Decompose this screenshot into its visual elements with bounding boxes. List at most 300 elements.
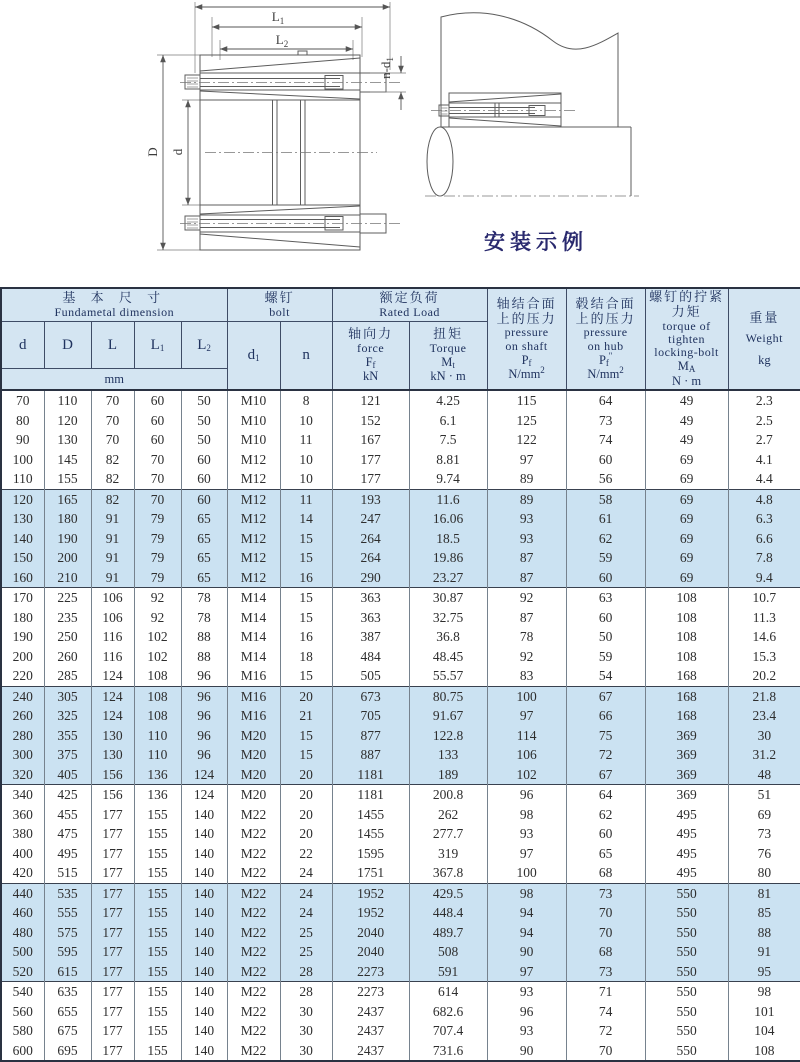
cell: 495	[645, 844, 728, 864]
cell: 15.3	[728, 647, 800, 667]
cell: M12	[227, 529, 280, 549]
cell: 108	[645, 627, 728, 647]
cell: 155	[134, 844, 181, 864]
table-row	[1, 765, 800, 785]
cell: 125	[487, 411, 566, 431]
cell: 300	[1, 745, 44, 765]
cell: M20	[227, 726, 280, 746]
table-row	[1, 726, 800, 746]
cell: 88	[181, 627, 227, 647]
cell: 1181	[332, 785, 409, 805]
cell: 30	[280, 1041, 332, 1062]
cell: 106	[91, 608, 134, 628]
table-row	[1, 785, 800, 805]
header-col-L: L	[91, 321, 134, 369]
cell: 49	[645, 430, 728, 450]
cell: 91	[91, 529, 134, 549]
cell: 30	[728, 726, 800, 746]
cell: 59	[566, 548, 645, 568]
cell: 655	[44, 1002, 91, 1022]
cell: 264	[332, 529, 409, 549]
cell: 1952	[332, 903, 409, 923]
cell: 8	[280, 390, 332, 411]
cell: 1952	[332, 883, 409, 903]
table-row	[1, 450, 800, 470]
cell: 101	[728, 1002, 800, 1022]
cell: 70	[566, 903, 645, 923]
cell: 130	[1, 509, 44, 529]
cell: 369	[645, 785, 728, 805]
header-basic-dimension: 基 本 尺 寸 Fundametal dimension	[1, 288, 227, 321]
cell: 540	[1, 982, 44, 1002]
cell: 285	[44, 666, 91, 686]
cell: 65	[566, 844, 645, 864]
cell: 106	[91, 588, 134, 608]
cell: 319	[409, 844, 487, 864]
cell: 50	[566, 627, 645, 647]
cell: 60	[134, 430, 181, 450]
header-col-n: n	[280, 321, 332, 390]
cell: 155	[134, 942, 181, 962]
cell: M22	[227, 923, 280, 943]
cell: 60	[566, 450, 645, 470]
cell: 30	[280, 1002, 332, 1022]
cell: 550	[645, 942, 728, 962]
cell: 50	[181, 411, 227, 431]
dim-label-inner-diameter: d	[170, 148, 185, 156]
table-row	[1, 824, 800, 844]
cell: 74	[566, 430, 645, 450]
cell: 595	[44, 942, 91, 962]
cell: 177	[91, 805, 134, 825]
cell: 69	[645, 509, 728, 529]
cell: 375	[44, 745, 91, 765]
header-col-L2: $L_2$	[181, 321, 227, 369]
cell: 108	[645, 608, 728, 628]
cell: 23.27	[409, 568, 487, 588]
cell: 180	[12, 609, 33, 625]
cell: 60	[566, 824, 645, 844]
cell: 177	[91, 1002, 134, 1022]
cell: 887	[332, 745, 409, 765]
cell: 80.75	[409, 686, 487, 706]
cell: M22	[227, 903, 280, 923]
cell: 124	[91, 706, 134, 726]
cell: 877	[332, 726, 409, 746]
cell: 16.06	[409, 509, 487, 529]
cell: 11	[280, 489, 332, 509]
cell: 85	[728, 903, 800, 923]
cell: 78	[487, 627, 566, 647]
dim-label-nd1: $n-d_1$	[378, 57, 395, 79]
cell: 440	[1, 883, 44, 903]
cell: 363	[332, 608, 409, 628]
cell: M12	[227, 509, 280, 529]
table-row	[1, 982, 800, 1002]
locking-bolt-bottom	[180, 214, 400, 233]
header-unit-mm: mm	[1, 369, 227, 391]
cell: M22	[227, 1021, 280, 1041]
cell: 48	[728, 765, 800, 785]
cell: 130	[91, 726, 134, 746]
dim-label-l1: $L_1$	[271, 9, 285, 26]
cell: 83	[487, 666, 566, 686]
cell: 15	[280, 726, 332, 746]
cell: M12	[227, 548, 280, 568]
cell: 16	[280, 627, 332, 647]
cell: M10	[227, 411, 280, 431]
cell: 140	[181, 923, 227, 943]
cell: M14	[227, 608, 280, 628]
table-row	[1, 588, 800, 608]
table-row	[1, 666, 800, 686]
installation-example-drawing	[425, 5, 800, 250]
cell: 550	[645, 962, 728, 982]
header-pressure-on-shaft: 轴结合面 上的压力 pressure on shaft $P_f$ $N/mm^2$	[487, 288, 566, 390]
cell: 155	[134, 903, 181, 923]
cell: 140	[1, 529, 44, 549]
cell: 98	[487, 805, 566, 825]
cell: 21.8	[728, 686, 800, 706]
cell: 80	[16, 412, 30, 428]
table-row	[1, 942, 800, 962]
cell: M14	[227, 647, 280, 667]
cell: 155	[134, 923, 181, 943]
cell: 73	[566, 962, 645, 982]
cell: 168	[645, 686, 728, 706]
cell: M20	[227, 785, 280, 805]
cell: 550	[645, 923, 728, 943]
cell: 14	[280, 509, 332, 529]
cell: 550	[645, 1021, 728, 1041]
cell: 70	[134, 489, 181, 509]
cell: 177	[91, 844, 134, 864]
cell: 24	[280, 903, 332, 923]
cell: 97	[487, 706, 566, 726]
cell: 120	[1, 489, 44, 509]
cell: 20	[280, 785, 332, 805]
cell: 23.4	[728, 706, 800, 726]
cell: 21	[280, 706, 332, 726]
cell: 96	[181, 686, 227, 706]
cell: 136	[134, 765, 181, 785]
cell: 18	[280, 647, 332, 667]
cell: 87	[487, 568, 566, 588]
cell: 15	[280, 608, 332, 628]
cell: 91	[91, 568, 134, 588]
cell: 65	[181, 529, 227, 549]
cell: 731.6	[409, 1041, 487, 1062]
cell: 30.87	[409, 588, 487, 608]
cell: 51	[728, 785, 800, 805]
cell: 91	[728, 942, 800, 962]
cell: 98	[487, 883, 566, 903]
cell: 24	[280, 863, 332, 883]
cell: 2.7	[728, 430, 800, 450]
cell: 18.5	[409, 529, 487, 549]
cell: 177	[332, 450, 409, 470]
header-col-torque: 扭矩 Torque $M_t$ kN · m	[409, 321, 487, 390]
dim-label-l2: $L_2$	[275, 32, 289, 49]
header-pressure-on-hub: 毂结合面 上的压力 pressure on hub $P_f''$ $N/mm^2$	[566, 288, 645, 390]
cell: 64	[566, 785, 645, 805]
cell: M10	[227, 430, 280, 450]
table-header	[1, 288, 800, 390]
cell: 94	[487, 923, 566, 943]
cell: 79	[134, 568, 181, 588]
cell: 189	[409, 765, 487, 785]
cell: 93	[487, 982, 566, 1002]
cell: 1455	[332, 805, 409, 825]
cell: 75	[566, 726, 645, 746]
cell: 264	[332, 548, 409, 568]
cell: 73	[566, 411, 645, 431]
cell: 7.8	[728, 548, 800, 568]
table-row	[1, 390, 800, 411]
cell: 550	[645, 1002, 728, 1022]
cell: 50	[181, 430, 227, 450]
cell: 24	[280, 883, 332, 903]
cell: 108	[134, 706, 181, 726]
table-row	[1, 883, 800, 903]
cell: 508	[409, 942, 487, 962]
cell: 355	[44, 726, 91, 746]
cell: 4.1	[728, 450, 800, 470]
cell: 177	[91, 982, 134, 1002]
cell: 108	[645, 588, 728, 608]
table-row	[1, 706, 800, 726]
cell: 121	[332, 390, 409, 411]
cell: 102	[487, 765, 566, 785]
cell: 60	[134, 390, 181, 411]
cell: 155	[134, 962, 181, 982]
cell: 448.4	[409, 903, 487, 923]
cell: 2.3	[728, 390, 800, 411]
cell: 6.3	[728, 509, 800, 529]
cell: 425	[44, 785, 91, 805]
cell: 93	[487, 824, 566, 844]
cell: 30	[280, 1021, 332, 1041]
cell: 70	[566, 1041, 645, 1062]
cell: 6.1	[409, 411, 487, 431]
cell: 4.25	[409, 390, 487, 411]
cell: 190	[12, 629, 33, 645]
cell: 673	[332, 686, 409, 706]
cell: 60	[181, 489, 227, 509]
cell: 93	[487, 509, 566, 529]
cell: 600	[12, 1042, 33, 1058]
cell: M22	[227, 863, 280, 883]
cell: 550	[645, 903, 728, 923]
cell: 96	[181, 666, 227, 686]
cell: 74	[566, 1002, 645, 1022]
cell: 515	[44, 863, 91, 883]
dimension-table	[0, 287, 800, 1062]
table-row	[1, 923, 800, 943]
cell: 535	[44, 883, 91, 903]
cell: 11.3	[728, 608, 800, 628]
cell: 110	[44, 390, 91, 411]
cell: M22	[227, 883, 280, 903]
header-tightening-torque: 螺钉的拧紧 力矩 torque of tighten locking-bolt $M_A$ N · m	[645, 288, 728, 390]
cell: 695	[44, 1041, 91, 1062]
cell: 170	[1, 588, 44, 608]
cell: 155	[134, 863, 181, 883]
cell: 69	[645, 568, 728, 588]
cell: 130	[91, 745, 134, 765]
cell: 95	[728, 962, 800, 982]
cell: 387	[332, 627, 409, 647]
cell: 277.7	[409, 824, 487, 844]
cell: 140	[181, 1041, 227, 1062]
cell: 96	[487, 1002, 566, 1022]
cell: 94	[487, 903, 566, 923]
table-row	[1, 608, 800, 628]
cell: 69	[645, 450, 728, 470]
cell: 122.8	[409, 726, 487, 746]
cell: 93	[487, 1021, 566, 1041]
cell: 156	[91, 765, 134, 785]
cell: 369	[645, 765, 728, 785]
cell: 495	[645, 805, 728, 825]
table-row	[1, 430, 800, 450]
cell: 290	[332, 568, 409, 588]
cell: 92	[487, 588, 566, 608]
cell: 555	[44, 903, 91, 923]
cell: 155	[134, 883, 181, 903]
cell: 59	[566, 647, 645, 667]
cell: M14	[227, 627, 280, 647]
cell: 96	[487, 785, 566, 805]
cell: 69	[645, 469, 728, 489]
cell: 675	[44, 1021, 91, 1041]
cell: 369	[645, 726, 728, 746]
cell: 177	[91, 863, 134, 883]
cell: 363	[332, 588, 409, 608]
cell: 81	[728, 883, 800, 903]
cell: 4.8	[728, 489, 800, 509]
header-weight: 重量 Weight kg	[728, 288, 800, 390]
cell: 49	[645, 390, 728, 411]
cell: 2.5	[728, 411, 800, 431]
cell: 20	[280, 805, 332, 825]
cell: 429.5	[409, 883, 487, 903]
cell: 193	[332, 489, 409, 509]
cell: M12	[227, 568, 280, 588]
cell: 4.4	[728, 469, 800, 489]
cell: 66	[566, 706, 645, 726]
cell: 280	[1, 726, 44, 746]
cell: 136	[134, 785, 181, 805]
cell: 455	[44, 805, 91, 825]
cell: 108	[645, 647, 728, 667]
cell: 550	[645, 1041, 728, 1062]
row-group	[1, 883, 800, 982]
cell: 110	[134, 726, 181, 746]
cell: M12	[227, 450, 280, 470]
cell: 140	[181, 863, 227, 883]
cell: 97	[487, 450, 566, 470]
cell: M10	[227, 390, 280, 411]
cell: 420	[12, 865, 33, 881]
cell: 70	[91, 411, 134, 431]
cell: 225	[44, 588, 91, 608]
cell: 380	[12, 826, 33, 842]
cell: 69	[645, 489, 728, 509]
cell: 70	[1, 390, 44, 411]
cell: 140	[181, 982, 227, 1002]
cell: 262	[409, 805, 487, 825]
cell: 58	[566, 489, 645, 509]
cell: 140	[181, 962, 227, 982]
cell: 28	[280, 962, 332, 982]
cell: M16	[227, 686, 280, 706]
cell: 168	[645, 706, 728, 726]
cell: 177	[91, 903, 134, 923]
cell: 16	[280, 568, 332, 588]
cell: 705	[332, 706, 409, 726]
cell: 325	[44, 706, 91, 726]
cell: 1595	[332, 844, 409, 864]
cell: M22	[227, 1041, 280, 1062]
cell: 15	[280, 666, 332, 686]
cell: 60	[134, 411, 181, 431]
cell: 155	[134, 824, 181, 844]
cell: 155	[134, 982, 181, 1002]
cell: 550	[645, 883, 728, 903]
cell: 60	[566, 568, 645, 588]
cell: 177	[91, 824, 134, 844]
cell: 73	[566, 883, 645, 903]
cell: 70	[566, 923, 645, 943]
cell: 25	[280, 923, 332, 943]
cell: 235	[44, 608, 91, 628]
cell: 114	[487, 726, 566, 746]
table-row	[1, 568, 800, 588]
table-row	[1, 647, 800, 667]
cell: 682.6	[409, 1002, 487, 1022]
cell: 20	[280, 765, 332, 785]
cell: 10.7	[728, 588, 800, 608]
cell: 140	[181, 1021, 227, 1041]
cell: 367.8	[409, 863, 487, 883]
cell: 20	[280, 824, 332, 844]
cell: 89	[487, 489, 566, 509]
cell: 495	[44, 844, 91, 864]
table-row	[1, 411, 800, 431]
cell: 520	[1, 962, 44, 982]
cell: 108	[728, 1041, 800, 1062]
cell: 155	[134, 1021, 181, 1041]
table-row	[1, 1002, 800, 1022]
cell: 14.6	[728, 627, 800, 647]
cell: 1455	[332, 824, 409, 844]
installation-example-caption: 安装示例	[484, 230, 588, 254]
cell: M22	[227, 824, 280, 844]
cell: 550	[645, 982, 728, 1002]
table-row	[1, 469, 800, 489]
table-row	[1, 863, 800, 883]
cell: 20	[280, 686, 332, 706]
cell: 707.4	[409, 1021, 487, 1041]
cell: 11	[280, 430, 332, 450]
table-row	[1, 489, 800, 509]
cell: 70	[134, 469, 181, 489]
cell: 140	[181, 883, 227, 903]
cell: 100	[487, 863, 566, 883]
cell: 177	[91, 1021, 134, 1041]
cell: 28	[280, 982, 332, 1002]
